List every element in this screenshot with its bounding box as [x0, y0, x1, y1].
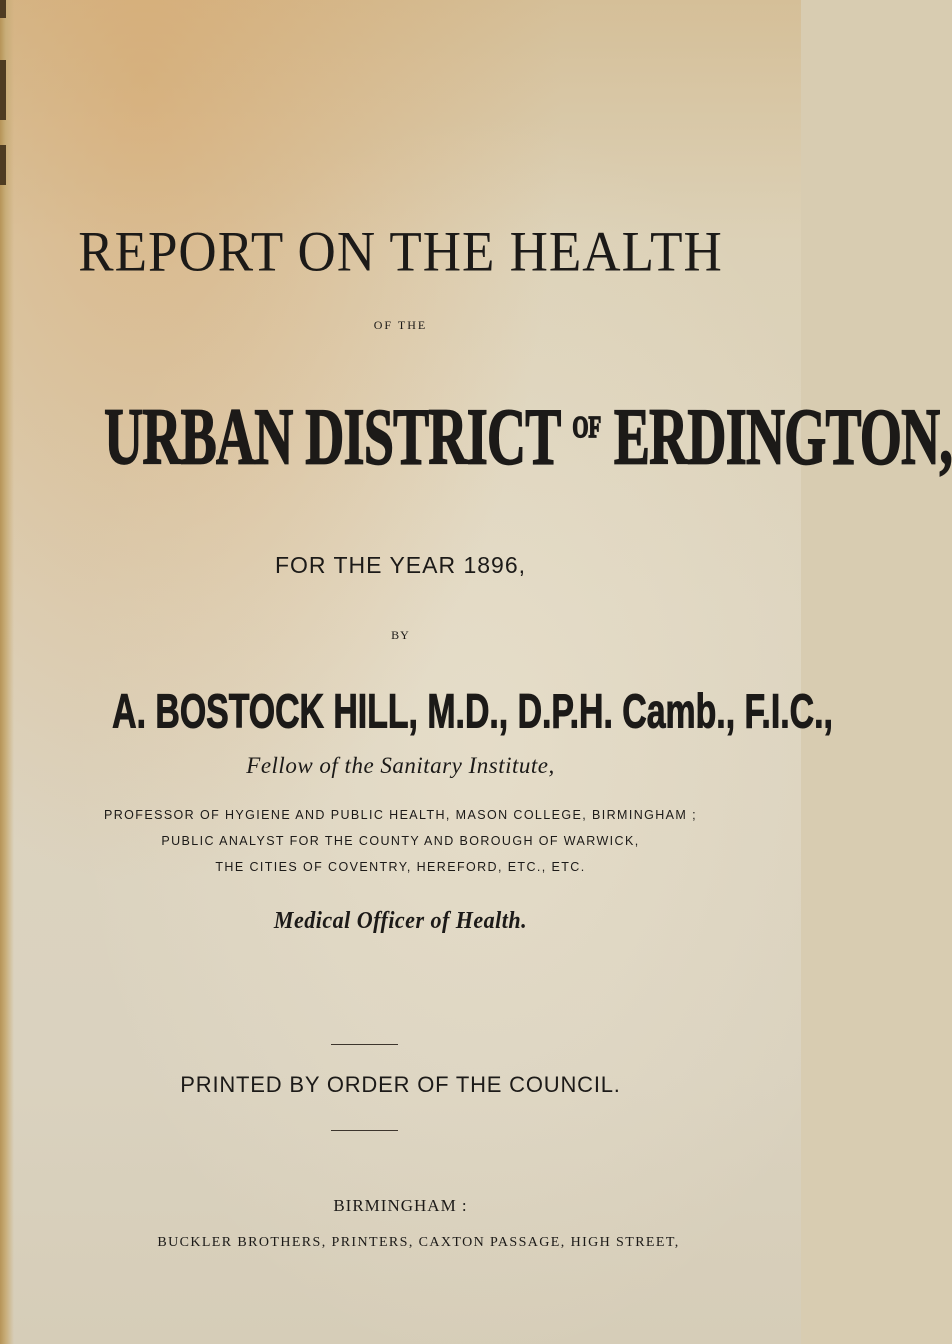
- divider-rule: [331, 1130, 398, 1131]
- place-line: BIRMINGHAM :: [333, 1196, 468, 1215]
- fellow-line: Fellow of the Sanitary Institute,: [246, 753, 555, 778]
- report-title: REPORT ON THE HEALTH: [78, 220, 723, 284]
- office-title: Medical Officer of Health.: [273, 908, 528, 934]
- district-title-of: OF: [572, 410, 602, 445]
- by-line: BY: [391, 628, 410, 642]
- role-line: PROFESSOR OF HYGIENE AND PUBLIC HEALTH, MASON COLLEGE, BIRMINGHAM ;: [104, 808, 697, 822]
- of-the-line: OF THE: [373, 318, 428, 332]
- role-line: PUBLIC ANALYST FOR THE COUNTY AND BOROUGH OF WARWICK,: [161, 834, 640, 848]
- divider-rule: [331, 1044, 398, 1045]
- district-title-part-b: ERDINGTON,: [613, 391, 952, 481]
- author-name: A. BOSTOCK HILL, M.D., D.P.H. Camb., F.I.C.,: [112, 683, 833, 738]
- edge-mark: [0, 145, 6, 185]
- year-line: FOR THE YEAR 1896,: [274, 552, 527, 578]
- edge-mark: [0, 0, 6, 18]
- printed-by-line: PRINTED BY ORDER OF THE COUNCIL.: [180, 1072, 621, 1097]
- district-title-part-a: URBAN DISTRICT: [104, 391, 560, 481]
- page-left-edge: [0, 0, 14, 1344]
- role-line: THE CITIES OF COVENTRY, HEREFORD, ETC., ETC.: [215, 860, 586, 874]
- district-title: [104, 391, 952, 483]
- edge-mark: [0, 60, 6, 120]
- printers-line: BUCKLER BROTHERS, PRINTERS, CAXTON PASSAGE, HIGH STREET,: [157, 1235, 680, 1250]
